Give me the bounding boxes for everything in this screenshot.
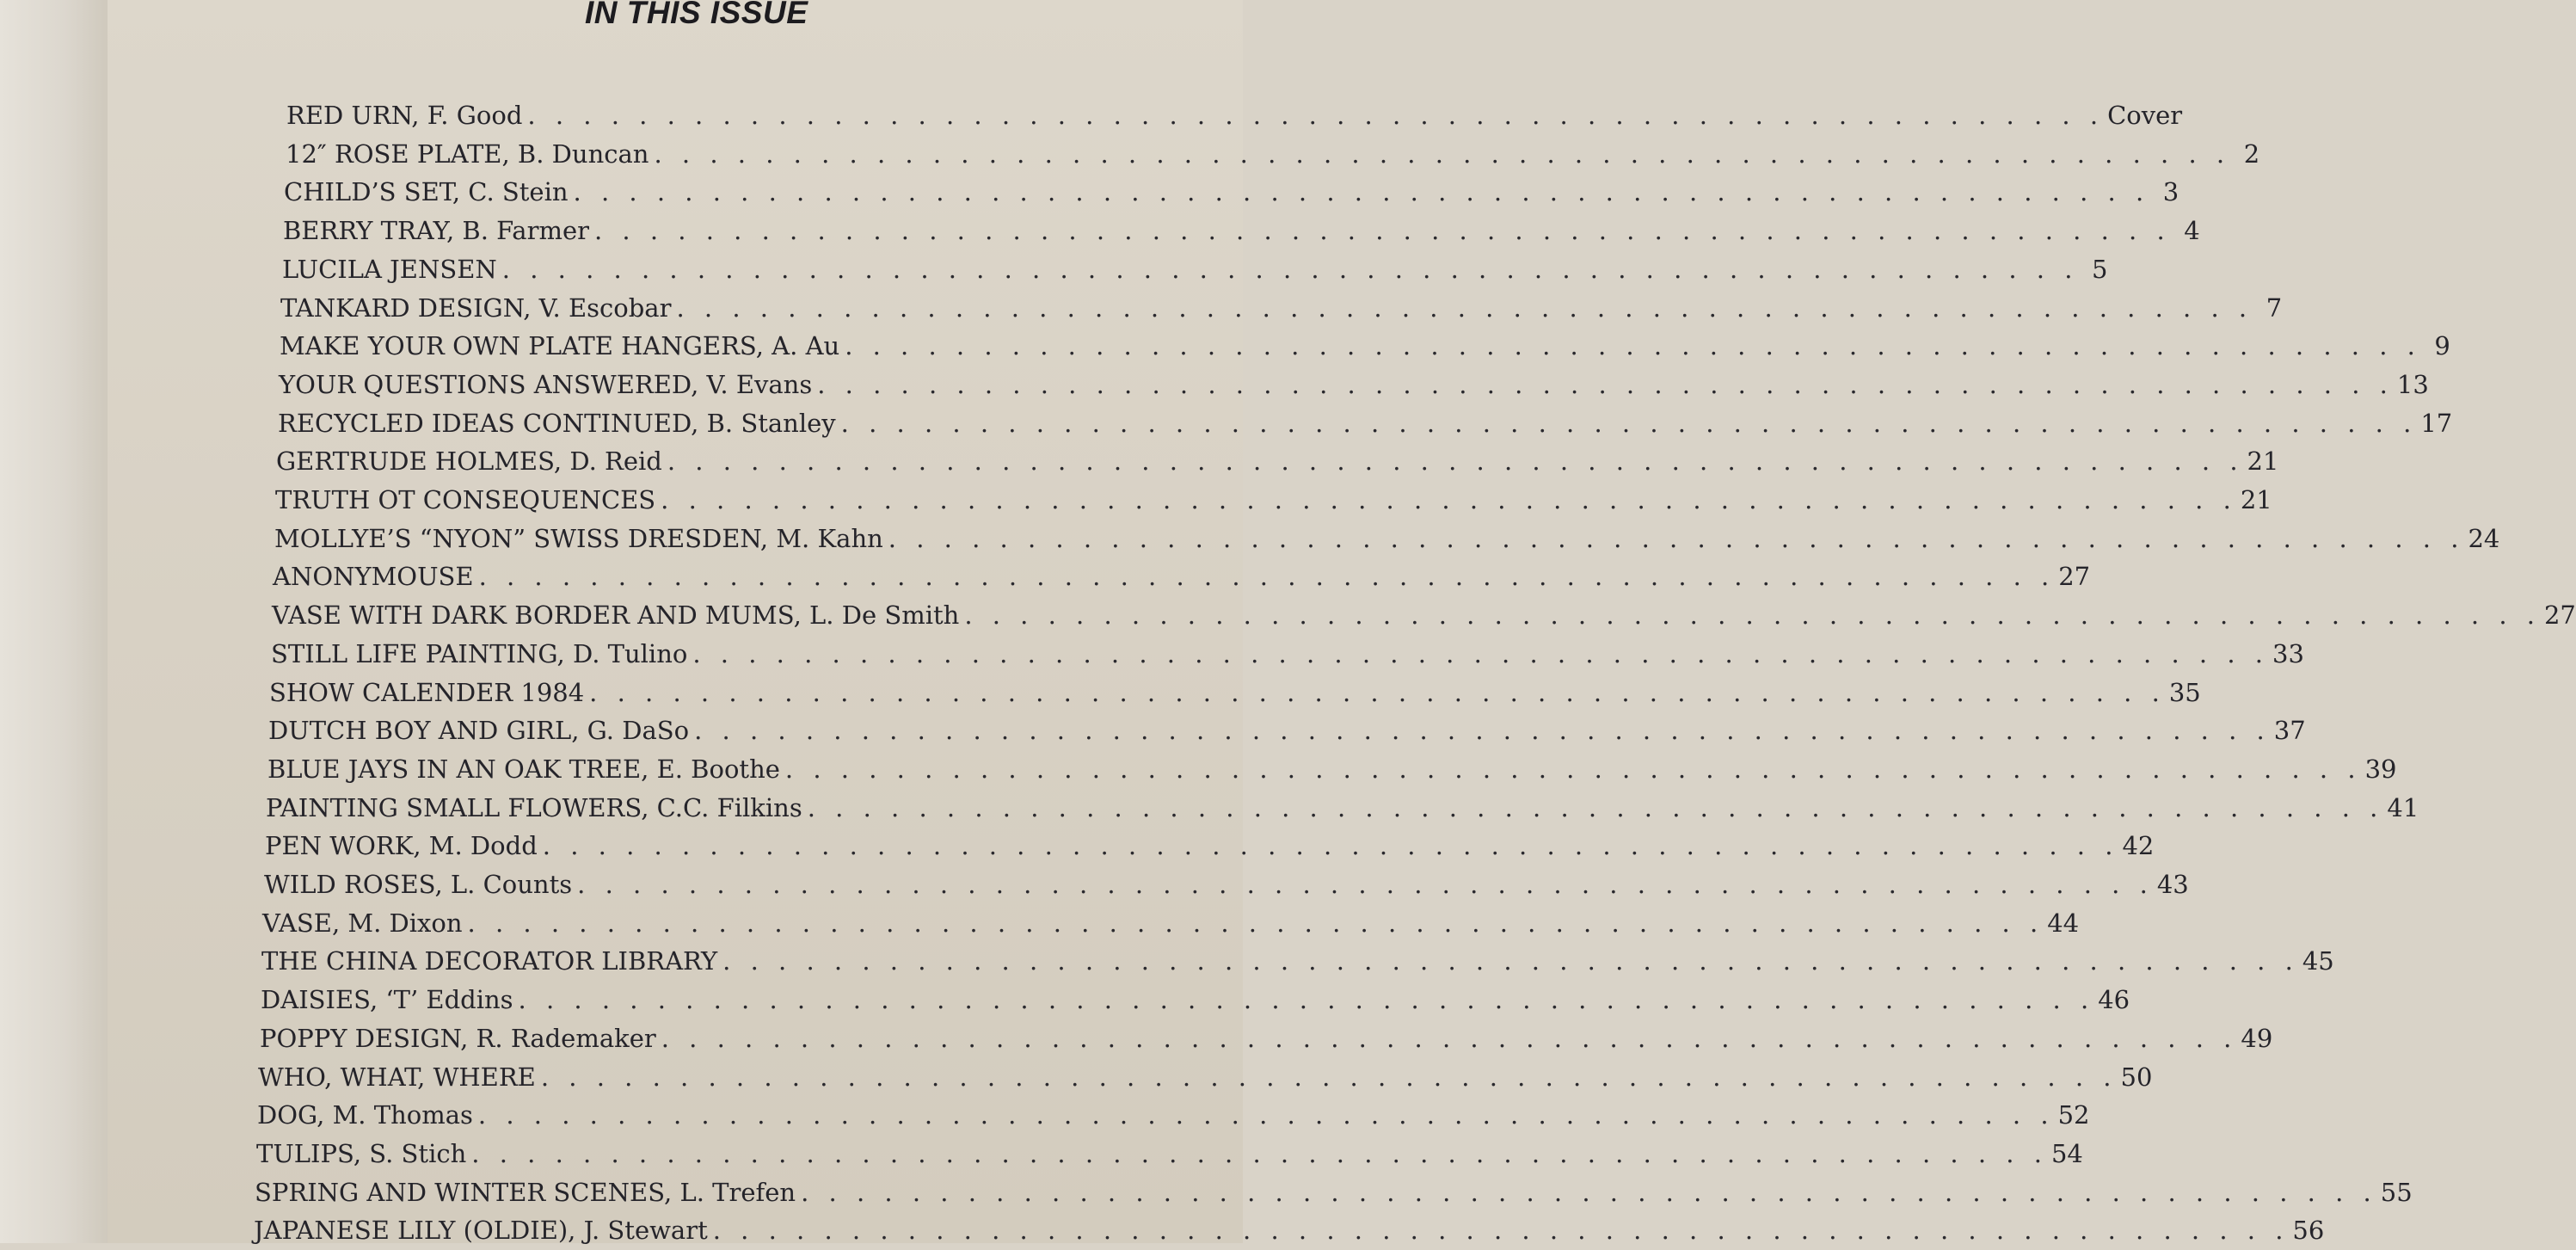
dot-leader: . . . . . . . . . . . . . . . . . . . . . . . . . . . . . . . . . . . . . . . . . . . . . . . . . . . . . . . . . <box>594 216 2171 245</box>
toc-entry-page: 46 <box>2098 985 2130 1014</box>
toc-entry-page: 41 <box>2387 793 2419 822</box>
dot-leader: . . . . . . . . . . . . . . . . . . . . . . . . . . . . . . . . . . . . . . . . . . . . . . . . . . . . . . . . . <box>661 485 2237 514</box>
toc-entry-title: BLUE JAYS IN AN OAK TREE, E. Boothe <box>267 754 780 784</box>
toc-entry-title: SHOW CALENDER 1984 <box>269 678 585 707</box>
toc-entry <box>279 370 2429 404</box>
toc-entry-page: 2 <box>2243 139 2260 169</box>
toc-entry <box>258 1062 2153 1097</box>
toc-entry-title: TULIPS, S. Stich <box>256 1139 467 1168</box>
toc-entry <box>275 485 2272 520</box>
dot-leader: . . . . . . . . . . . . . . . . . . . . . . . . . . . . . . . . . . . . . . . . . . . . . . . . . . . . . . . . . <box>667 446 2244 476</box>
toc-entry-page: 9 <box>2434 331 2450 360</box>
toc-entry-page: 21 <box>2240 485 2272 514</box>
dot-leader: . . . . . . . . . . . . . . . . . . . . . . . . . . . . . . . . . . . . . . . . . . . . . . . . . . . . . . . . . <box>694 716 2271 745</box>
toc-entry-page: 54 <box>2050 1139 2083 1168</box>
toc-entry-page: 7 <box>2266 293 2283 323</box>
toc-entry <box>273 562 2091 596</box>
toc-entry <box>267 754 2397 789</box>
toc-entry-page: 52 <box>2057 1100 2090 1130</box>
toc-entry-page: 50 <box>2120 1062 2153 1092</box>
dot-leader: . . . . . . . . . . . . . . . . . . . . . . . . . . . . . . . . . . . . . . . . . . . . . . . . . . . . . . . . . <box>540 1062 2118 1092</box>
toc-entry-title: RED URN, F. Good <box>286 101 523 130</box>
toc-entry <box>256 1139 2083 1173</box>
toc-entry-title: SPRING AND WINTER SCENES, L. Trefen <box>255 1178 796 1207</box>
toc-entry <box>255 1178 2413 1212</box>
dot-leader: . . . . . . . . . . . . . . . . . . . . . . . . . . . . . . . . . . . . . . . . . . . . . . . . . . . . . . . . . <box>712 1216 2290 1245</box>
toc-entry <box>261 946 2334 981</box>
toc-entry <box>280 293 2283 328</box>
toc-entry <box>278 409 2453 443</box>
dot-leader: . . . . . . . . . . . . . . . . . . . . . . . . . . . . . . . . . . . . . . . . . . . . . . . . . . . . . . . . . <box>676 293 2253 323</box>
toc-entry-title: 12″ ROSE PLATE, B. Duncan <box>286 139 649 169</box>
dot-leader: . . . . . . . . . . . . . . . . . . . . . . . . . . . . . . . . . . . . . . . . . . . . . . . . . . . . . . . . . <box>817 370 2394 399</box>
toc-entry-title: LUCILA JENSEN <box>282 255 497 284</box>
toc-entry <box>260 1024 2273 1058</box>
dot-leader: . . . . . . . . . . . . . . . . . . . . . . . . . . . . . . . . . . . . . . . . . . . . . . . . . . . . . . . . . <box>801 1178 2377 1207</box>
toc-entry-page: 55 <box>2380 1178 2413 1207</box>
toc-entry <box>262 908 2080 943</box>
toc-entry-page: 13 <box>2396 370 2429 399</box>
page-heading: IN THIS ISSUE <box>585 0 808 30</box>
toc-entry-page: Cover <box>2107 101 2183 130</box>
dot-leader: . . . . . . . . . . . . . . . . . . . . . . . . . . . . . . . . . . . . . . . . . . . . . . . . . . . . . . . . . <box>888 524 2465 553</box>
toc-entry <box>264 870 2189 904</box>
toc-entry-page: 27 <box>2543 600 2576 630</box>
toc-entry-page: 39 <box>2364 754 2397 784</box>
toc-entry-title: DOG, M. Thomas <box>257 1100 473 1130</box>
toc-entry-page: 44 <box>2047 908 2080 938</box>
toc-entry-page: 43 <box>2156 870 2189 899</box>
dot-leader: . . . . . . . . . . . . . . . . . . . . . . . . . . . . . . . . . . . . . . . . . . . . . . . . . . . . . . . . . <box>501 255 2079 284</box>
dot-leader: . . . . . . . . . . . . . . . . . . . . . . . . . . . . . . . . . . . . . . . . . . . . . . . . . . . . . . . . . <box>467 908 2044 938</box>
toc-entry-title: DUTCH BOY AND GIRL, G. DaSo <box>268 716 690 745</box>
toc-entry-page: 49 <box>2241 1024 2273 1053</box>
toc-entry-title: BERRY TRAY, B. Farmer <box>283 216 589 245</box>
toc-entry-page: 3 <box>2162 177 2179 206</box>
toc-entry-title: VASE WITH DARK BORDER AND MUMS, L. De Smith <box>272 600 960 630</box>
toc-entry-title: GERTRUDE HOLMES, D. Reid <box>276 446 662 476</box>
toc-entry-title: VASE, M. Dixon <box>262 908 463 938</box>
toc-entry-title: THE CHINA DECORATOR LIBRARY <box>261 946 718 976</box>
toc-entry <box>284 177 2179 212</box>
toc-entry <box>269 678 2201 712</box>
dot-leader: . . . . . . . . . . . . . . . . . . . . . . . . . . . . . . . . . . . . . . . . . . . . . . . . . . . . . . . . . <box>784 754 2362 784</box>
toc-entry-title: STILL LIFE PAINTING, D. Tulino <box>271 639 688 668</box>
toc-entry <box>254 1216 2325 1250</box>
toc-entry <box>261 985 2130 1019</box>
dot-leader: . . . . . . . . . . . . . . . . . . . . . . . . . . . . . . . . . . . . . . . . . . . . . . . . . . . . . . . . . <box>589 678 2166 707</box>
toc-entry <box>274 524 2500 558</box>
toc-entry-page: 17 <box>2420 409 2453 438</box>
toc-entry-page: 27 <box>2058 562 2091 591</box>
toc-entry-title: MOLLYE’S “NYON” SWISS DRESDEN, M. Kahn <box>274 524 883 553</box>
toc-entry <box>266 793 2419 828</box>
toc-entry-page: 21 <box>2247 446 2279 476</box>
toc-entry <box>280 331 2450 366</box>
dot-leader: . . . . . . . . . . . . . . . . . . . . . . . . . . . . . . . . . . . . . . . . . . . . . . . . . . . . . . . . . <box>573 177 2150 206</box>
toc-entry-title: PAINTING SMALL FLOWERS, C.C. Filkins <box>266 793 802 822</box>
toc-entry <box>286 101 2183 135</box>
toc-entry-page: 45 <box>2302 946 2334 976</box>
dot-leader: . . . . . . . . . . . . . . . . . . . . . . . . . . . . . . . . . . . . . . . . . . . . . . . . . . . . . . . . . <box>722 946 2299 976</box>
dot-leader: . . . . . . . . . . . . . . . . . . . . . . . . . . . . . . . . . . . . . . . . . . . . . . . . . . . . . . . . . <box>807 793 2384 822</box>
toc-entry-page: 42 <box>2122 831 2155 860</box>
toc-entry-title: TRUTH OT CONSEQUENCES <box>275 485 656 514</box>
toc-entry-page: 24 <box>2468 524 2500 553</box>
toc-entry-page: 37 <box>2273 716 2306 745</box>
toc-entry <box>268 716 2306 750</box>
dot-leader: . . . . . . . . . . . . . . . . . . . . . . . . . . . . . . . . . . . . . . . . . . . . . . . . . . . . . . . . . <box>692 639 2270 668</box>
dot-leader: . . . . . . . . . . . . . . . . . . . . . . . . . . . . . . . . . . . . . . . . . . . . . . . . . . . . . . . . . <box>845 331 2421 360</box>
dot-leader: . . . . . . . . . . . . . . . . . . . . . . . . . . . . . . . . . . . . . . . . . . . . . . . . . . . . . . . . . <box>478 562 2056 591</box>
toc-entry <box>276 446 2279 481</box>
dot-leader: . . . . . . . . . . . . . . . . . . . . . . . . . . . . . . . . . . . . . . . . . . . . . . . . . . . . . . . . . <box>840 409 2418 438</box>
toc-entry-title: ANONYMOUSE <box>273 562 474 591</box>
dot-leader: . . . . . . . . . . . . . . . . . . . . . . . . . . . . . . . . . . . . . . . . . . . . . . . . . . . . . . . . . <box>654 139 2231 169</box>
dot-leader: . . . . . . . . . . . . . . . . . . . . . . . . . . . . . . . . . . . . . . . . . . . . . . . . . . . . . . . . . <box>471 1139 2048 1168</box>
toc-entry-title: MAKE YOUR OWN PLATE HANGERS, A. Au <box>280 331 840 360</box>
toc-entry <box>257 1100 2090 1135</box>
toc-entry-title: JAPANESE LILY (OLDIE), J. Stewart <box>254 1216 708 1245</box>
toc-entry-title: WHO, WHAT, WHERE <box>258 1062 536 1092</box>
toc-entry-title: YOUR QUESTIONS ANSWERED, V. Evans <box>279 370 813 399</box>
toc-entry-title: POPPY DESIGN, R. Rademaker <box>260 1024 656 1053</box>
toc-entry-title: RECYCLED IDEAS CONTINUED, B. Stanley <box>278 409 836 438</box>
toc-entry-page: 33 <box>2272 639 2304 668</box>
dot-leader: . . . . . . . . . . . . . . . . . . . . . . . . . . . . . . . . . . . . . . . . . . . . . . . . . . . . . . . . . <box>964 600 2541 630</box>
toc-entry <box>271 639 2304 674</box>
toc-entry <box>282 255 2108 289</box>
toc-entry-title: PEN WORK, M. Dodd <box>265 831 538 860</box>
dot-leader: . . . . . . . . . . . . . . . . . . . . . . . . . . . . . . . . . . . . . . . . . . . . . . . . . . . . . . . . . <box>577 870 2154 899</box>
toc-entry-page: 35 <box>2168 678 2201 707</box>
toc-entry <box>283 216 2200 250</box>
dot-leader: . . . . . . . . . . . . . . . . . . . . . . . . . . . . . . . . . . . . . . . . . . . . . . . . . . . . . . . . . <box>477 1100 2055 1130</box>
dot-leader: . . . . . . . . . . . . . . . . . . . . . . . . . . . . . . . . . . . . . . . . . . . . . . . . . . . . . . . . . <box>661 1024 2238 1053</box>
toc-entry-title: WILD ROSES, L. Counts <box>264 870 573 899</box>
toc-entry-page: 56 <box>2292 1216 2325 1245</box>
toc-entry <box>286 139 2260 174</box>
toc-entry-page: 5 <box>2091 255 2108 284</box>
toc-entry <box>272 600 2576 635</box>
toc-entry-title: TANKARD DESIGN, V. Escobar <box>280 293 672 323</box>
toc-entry-title: DAISIES, ‘T’ Eddins <box>261 985 513 1014</box>
dot-leader: . . . . . . . . . . . . . . . . . . . . . . . . . . . . . . . . . . . . . . . . . . . . . . . . . . . . . . . . . <box>542 831 2119 860</box>
dot-leader: . . . . . . . . . . . . . . . . . . . . . . . . . . . . . . . . . . . . . . . . . . . . . . . . . . . . . . . . . <box>527 101 2105 130</box>
toc-entry-title: CHILD’S SET, C. Stein <box>284 177 569 206</box>
toc-entry <box>265 831 2155 865</box>
toc-entry-page: 4 <box>2184 216 2200 245</box>
dot-leader: . . . . . . . . . . . . . . . . . . . . . . . . . . . . . . . . . . . . . . . . . . . . . . . . . . . . . . . . . <box>518 985 2095 1014</box>
